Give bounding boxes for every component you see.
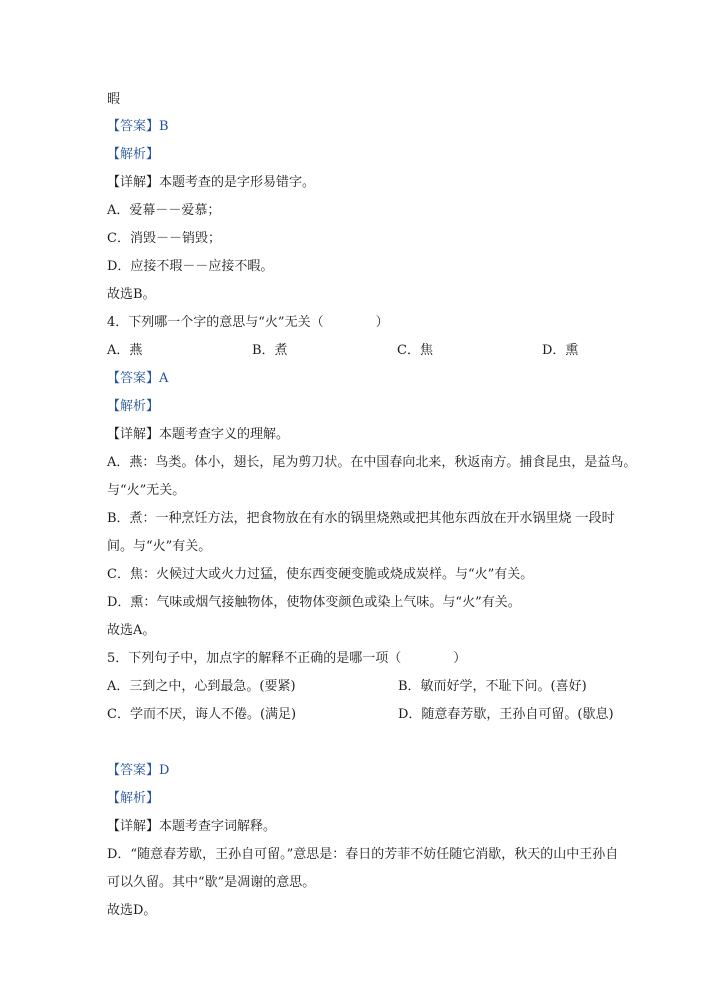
text-line: A．燕：鸟类。体小，翅长，尾为剪刀状。在中国春向北来，秋返南方。捕食昆虫，是益鸟。 [107, 455, 637, 470]
conclusion-line: 故选D。 [107, 903, 157, 918]
answer-label: 【答案】B [107, 119, 169, 134]
q5-option-b: B．敏而好学，不耻下问。(喜好) [398, 679, 587, 694]
detail-line: 【详解】本题考查字词解释。 [107, 819, 277, 834]
analysis-label: 【解析】 [107, 147, 160, 162]
text-line: A．爱幕－－爱慕； [107, 203, 221, 218]
detail-line: 【详解】本题考查的是字形易错字。 [107, 175, 316, 190]
conclusion-line: 故选B。 [107, 287, 156, 302]
text-line: 间。与“火”有关。 [107, 539, 212, 554]
text-line: D．应接不瑕－－应接不暇。 [107, 259, 274, 274]
q4-option-a: A．燕 [107, 343, 143, 358]
text-line: B．煮：一种烹饪方法，把食物放在有水的锅里烧熟或把其他东西放在开水锅里烧 一段时 [107, 511, 615, 526]
answer-label: 【答案】A [107, 371, 169, 386]
q4-option-b: B．煮 [252, 343, 288, 358]
analysis-label: 【解析】 [107, 791, 160, 806]
text-line: 可以久留。其中“歇”是凋谢的意思。 [107, 875, 316, 890]
q5-option-a: A．三到之中，心到最急。(要紧) [107, 679, 296, 694]
text-line: C．消毁－－销毁； [107, 231, 221, 246]
text-line: D．熏：气味或烟气接触物体，使物体变颜色或染上气味。与“火”有关。 [107, 595, 521, 610]
conclusion-line: 故选A。 [107, 623, 156, 638]
question-4: 4．下列哪一个字的意思与“火”无关（ ） [107, 315, 389, 330]
question-5: 5．下列句子中，加点字的解释不正确的是哪一项（ ） [107, 651, 467, 666]
analysis-label: 【解析】 [107, 399, 160, 414]
text-line: 与“火”无关。 [107, 483, 186, 498]
text-line: C．焦：火候过大或火力过猛，使东西变硬变脆或烧成炭样。与“火”有关。 [107, 567, 534, 582]
detail-line: 【详解】本题考查字义的理解。 [107, 427, 290, 442]
text-line: D．“随意春芳歇，王孙自可留。”意思是：春日的芳菲不妨任随它消歇，秋天的山中王孙自 [107, 847, 619, 862]
q4-option-d: D．熏 [542, 343, 579, 358]
q5-option-d: D．随意春芳歇，王孙自可留。(歇息) [398, 707, 614, 722]
q4-option-c: C．焦 [397, 343, 433, 358]
answer-label: 【答案】D [107, 763, 170, 778]
text-line: 暇 [107, 92, 121, 107]
q5-option-c: C．学而不厌，诲人不倦。(满足) [107, 707, 297, 722]
